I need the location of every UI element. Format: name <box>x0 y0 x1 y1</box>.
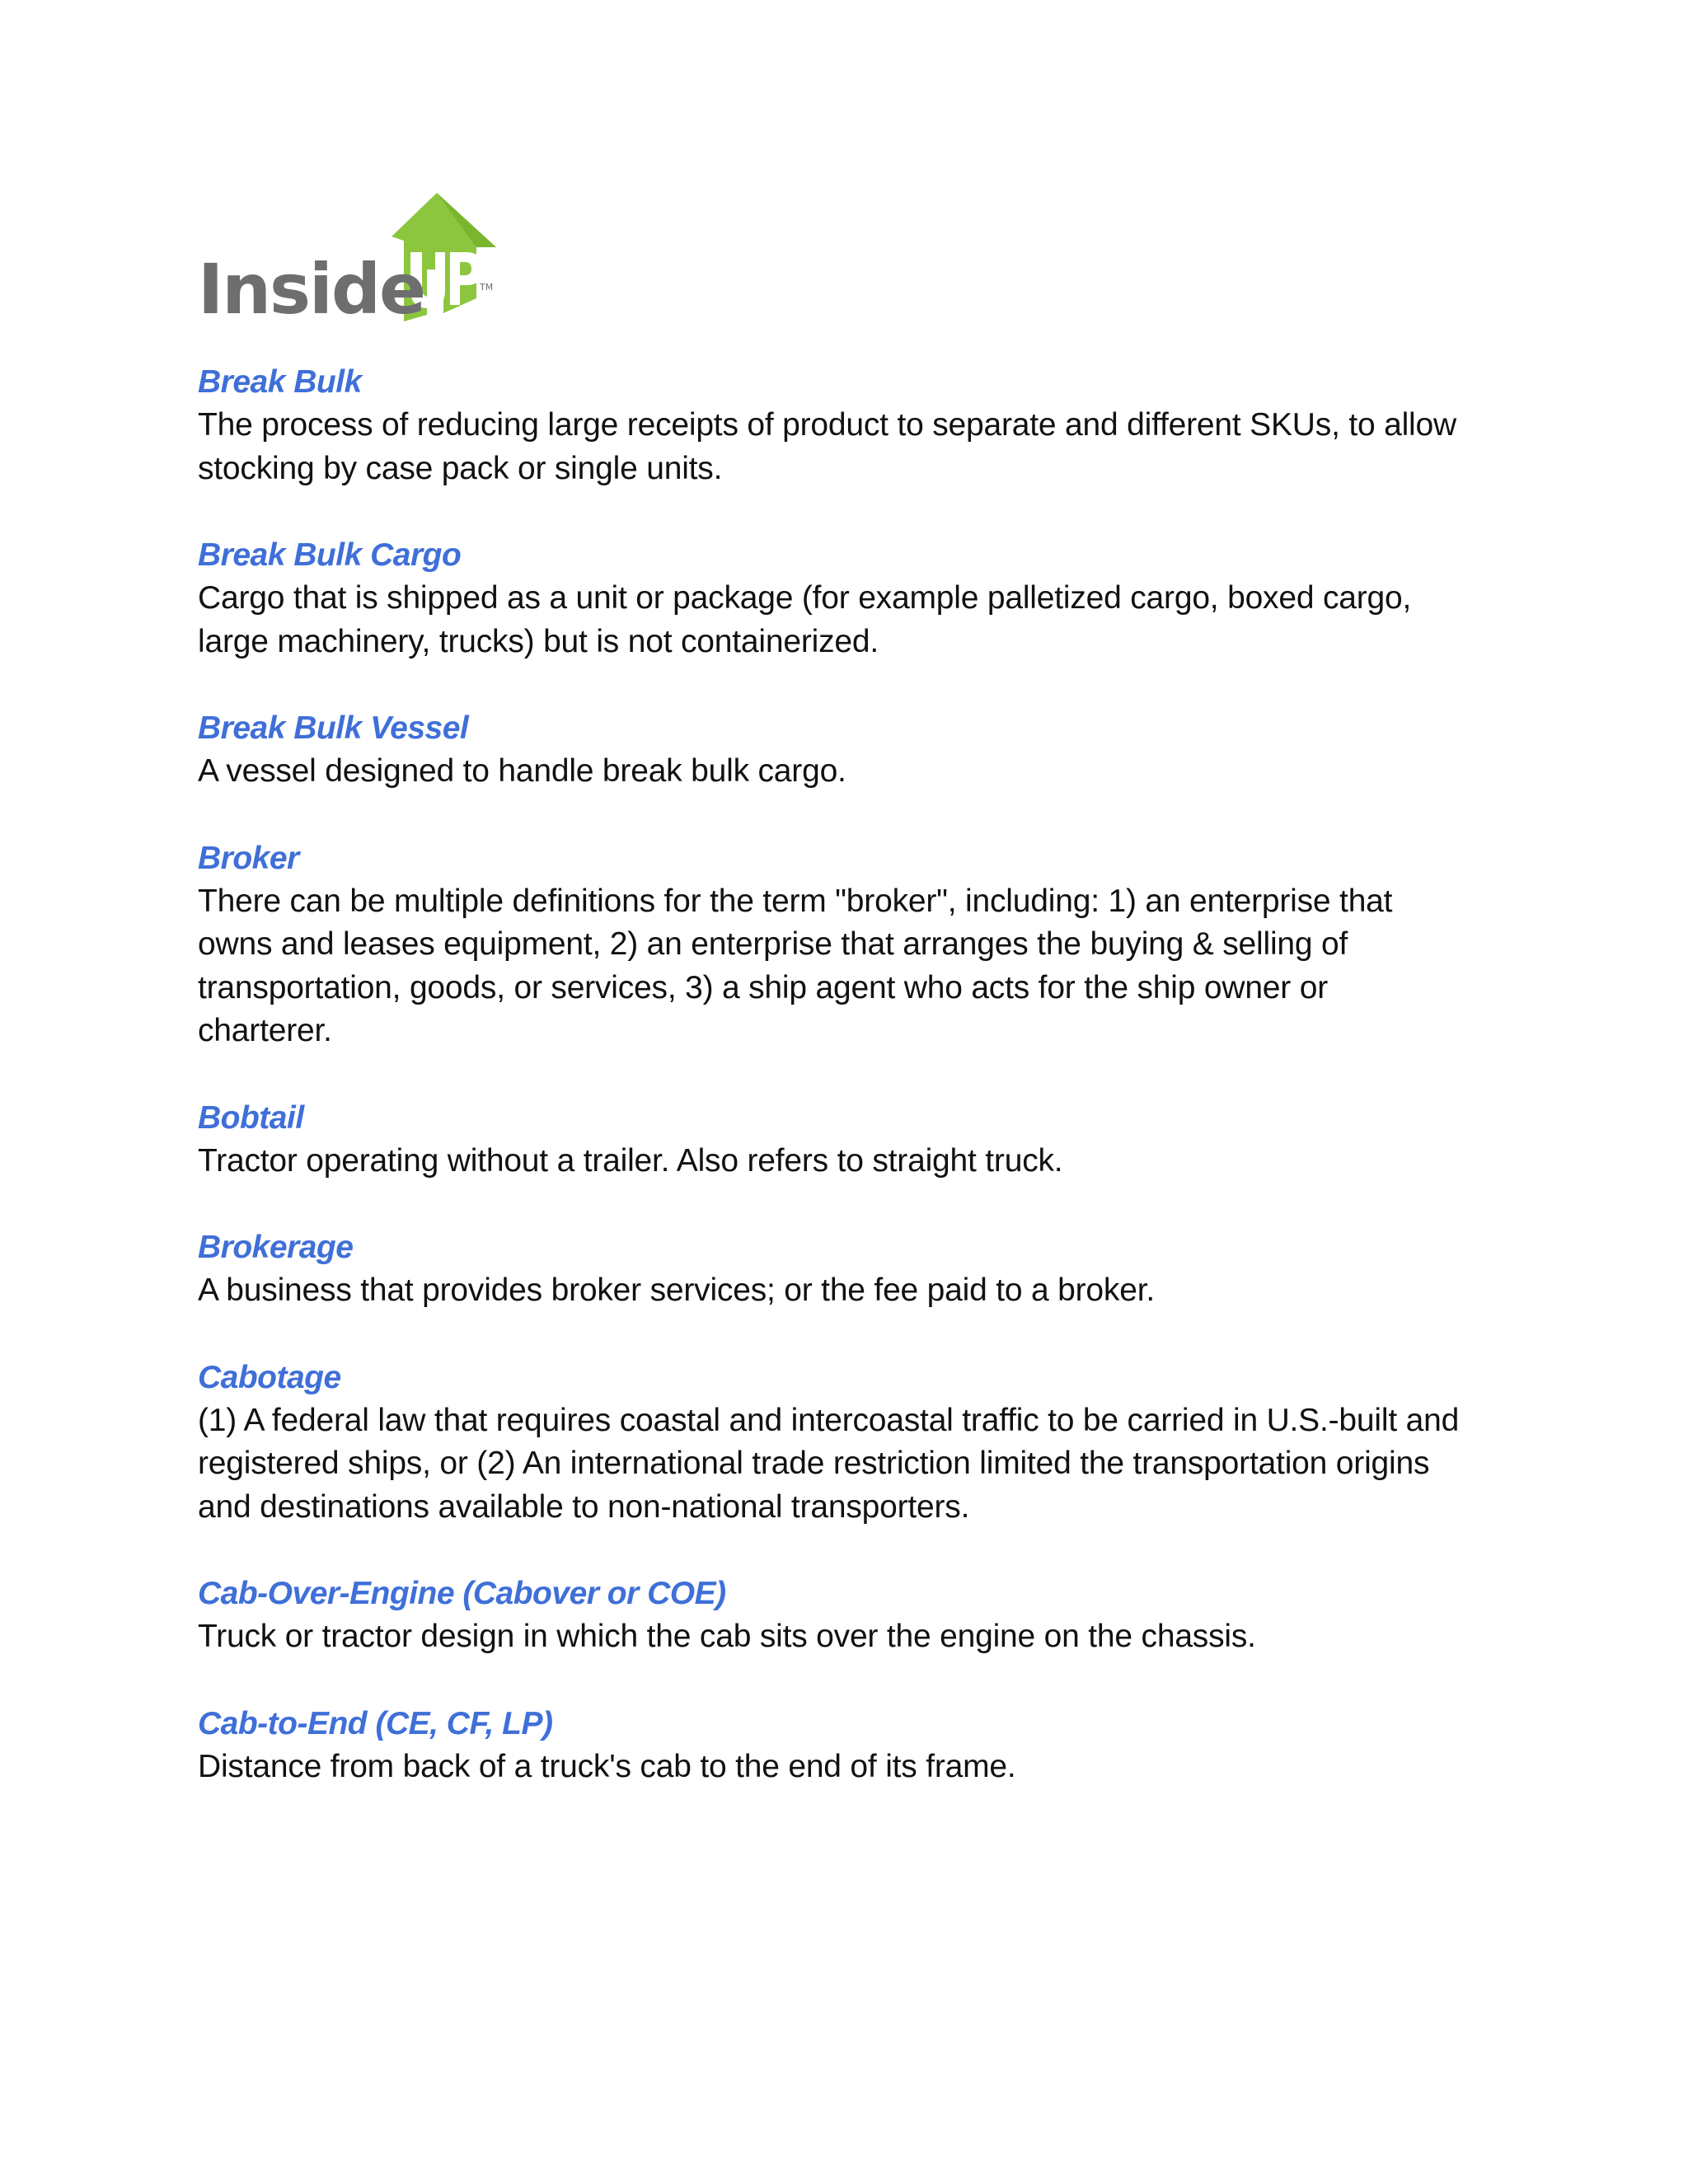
term-definition: A vessel designed to handle break bulk cargo. <box>198 753 846 789</box>
term-title: Brokerage <box>198 1230 354 1265</box>
glossary-entry-broker <box>198 837 1467 1053</box>
glossary-entry-break-bulk-cargo <box>198 534 1467 663</box>
term-definition: Tractor operating without a trailer. Also refers to straight truck. <box>198 1142 1063 1179</box>
term-title: Bobtail <box>198 1099 304 1136</box>
term-title: Break Bulk Cargo <box>198 537 462 573</box>
insideup-logo <box>198 191 511 323</box>
term-definition: The process of reducing large receipts of product to separate and different SKUs, to allow stocking by case pack or single units. <box>198 407 1456 486</box>
glossary-entry-break-bulk-vessel <box>198 707 1467 794</box>
term-definition: There can be multiple definitions for the term "broker", including: 1) an enterprise that owns and leases equipment, 2) an enterprise that arranges the buying & selling of transportation, goods, or services, 3) a ship agent who acts for the ship owner or charterer. <box>198 883 1393 1048</box>
logo-wordmark: Inside <box>198 249 424 323</box>
term-definition: Cargo that is shipped as a unit or package (for example palletized cargo, boxed cargo, large machinery, trucks) but is not containerized. <box>198 580 1412 659</box>
term-title: Cabotage <box>198 1359 341 1395</box>
glossary-entry-cab-to-end <box>198 1703 1467 1789</box>
term-definition: A business that provides broker services; or the fee paid to a broker. <box>198 1272 1155 1308</box>
term-title: Break Bulk <box>198 364 362 400</box>
term-title: Cab-to-End (CE, CF, LP) <box>198 1705 553 1741</box>
term-definition: (1) A federal law that requires coastal and intercoastal traffic to be carried in U.S.-built and registered ships, or (2) An international trade restriction limited the transportation origins and destinations available to non-national transporters. <box>198 1402 1460 1525</box>
glossary-entry-brokerage <box>198 1226 1467 1313</box>
term-title: Cab-Over-Engine (Cabover or COE) <box>198 1576 726 1611</box>
glossary-entry-cab-over-engine <box>198 1572 1467 1659</box>
insideup-logo-graphic <box>198 191 511 323</box>
term-definition: Distance from back of a truck's cab to the end of its frame. <box>198 1748 1016 1784</box>
term-definition: Truck or tractor design in which the cab sits over the engine on the chassis. <box>198 1619 1256 1654</box>
glossary-entry-bobtail <box>198 1097 1467 1183</box>
glossary-entry-break-bulk <box>198 361 1467 490</box>
term-title: Break Bulk Vessel <box>198 710 469 746</box>
logo-trademark: TM <box>480 282 494 293</box>
glossary-list <box>198 361 1467 1832</box>
glossary-entry-cabotage <box>198 1357 1467 1530</box>
term-title: Broker <box>198 840 299 876</box>
